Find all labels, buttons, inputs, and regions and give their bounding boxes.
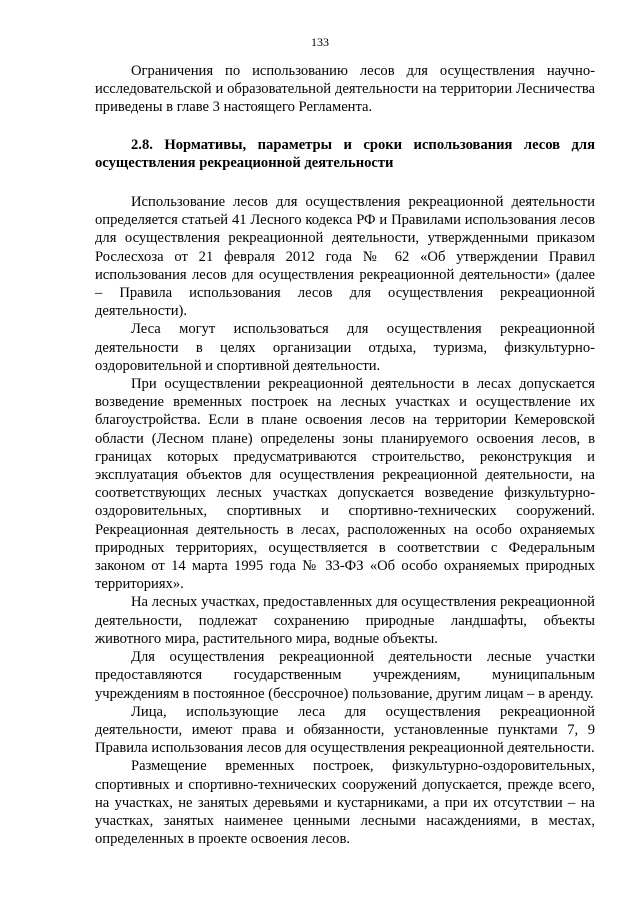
body-paragraph-1: Использование лесов для осуществления рекреационной деятельности определяется статьей 41 Лесного кодекса РФ и Правилами использования лесов для осуществления рекреационной деятельности, утвержденными приказом Рослесхоза от 21 февраля 2012 года № 62 «Об утверждении Правил использования лесов для осуществления рекреационной деятельности» (далее – Правила использования лесов для осуществления рекреационной деятельности).	[95, 194, 595, 320]
section-heading: 2.8. Нормативы, параметры и сроки использования лесов для осуществления рекреационной деятельности	[95, 136, 595, 171]
page-number: 133	[311, 35, 329, 49]
body-paragraph-6: Лица, использующие леса для осуществления рекреационной деятельности, имеют права и обязанности, установленные пунктами 7, 9 Правила использования лесов для осуществления рекреационной деятельности.	[95, 703, 595, 757]
intro-paragraph: Ограничения по использованию лесов для осуществления научно-исследовательской и образовательной деятельности на территории Лесничества приведены в главе 3 настоящего Регламента.	[95, 63, 595, 116]
body-paragraph-3: При осуществлении рекреационной деятельности в лесах допускается возведение временных построек на лесных участках и осуществление их благоустройства. Если в плане освоения лесов на территории Кемеровской области (Лесном плане) определены зоны планируемого освоения лесов, в границах которых предусматриваются строительство, реконструкция и эксплуатация объектов для осуществления рекреационной деятельности, на соответствующих лесных участках допускается возведение физкультурно-оздоровительных, спортивных и спортивно-технических сооружений. Рекреационная деятельность в лесах, расположенных на особо охраняемых природных территориях, осуществляется в соответствии с Федеральным законом от 14 марта 1995 года № 33-ФЗ «Об особо охраняемых природных территориях».	[95, 376, 595, 593]
body-paragraph-7: Размещение временных построек, физкультурно-оздоровительных, спортивных и спортивно-технических сооружений допускается, прежде всего, на участках, не занятых деревьями и кустарниками, а при их отсутствии – на участках, занятых наименее ценными лесными насаждениями, в местах, определенных в проекте освоения лесов.	[95, 758, 595, 848]
body-paragraph-4: На лесных участках, предоставленных для осуществления рекреационной деятельности, подлежат сохранению природные ландшафты, объекты животного мира, растительного мира, водные объекты.	[95, 594, 595, 647]
body-paragraph-2: Леса могут использоваться для осуществления рекреационной деятельности в целях организации отдыха, туризма, физкультурно-оздоровительной и спортивной деятельности.	[95, 321, 595, 374]
page-content	[95, 62, 595, 848]
body-paragraph-5: Для осуществления рекреационной деятельности лесные участки предоставляются государственным учреждениям, муниципальным учреждениям в постоянное (бессрочное) пользование, другим лицам – в аренду.	[95, 649, 595, 702]
